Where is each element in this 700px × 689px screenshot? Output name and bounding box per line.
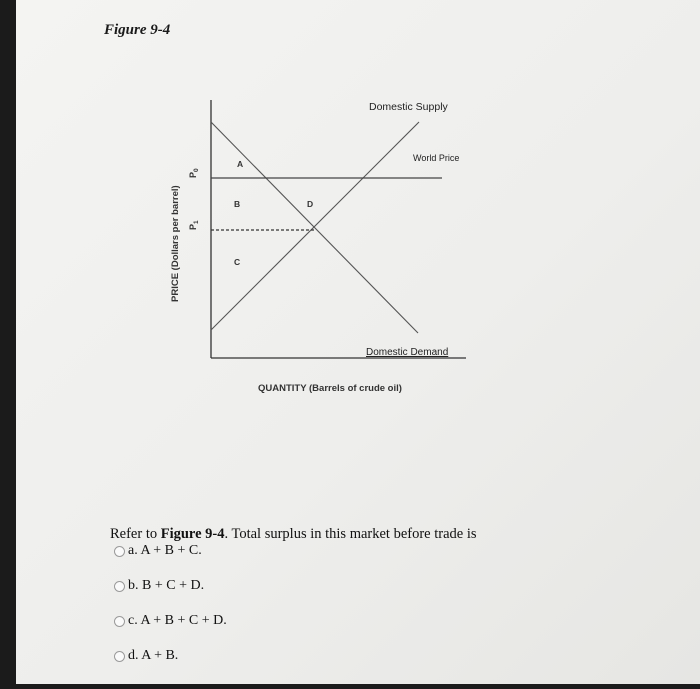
figure-title: Figure 9-4 [104,22,171,38]
question-text: Refer to Figure 9-4. Total surplus in this market before trade is [110,526,477,542]
option-d[interactable] [114,648,178,664]
option-label: b. B + C + D. [128,578,205,593]
region-c-label: C [234,257,241,267]
region-d-label: D [307,199,314,209]
radio-button-icon[interactable] [114,616,125,627]
option-c[interactable] [114,613,227,629]
figure-reference: Figure 9-4 [160,526,225,542]
option-label: a. A + B + C. [128,543,202,558]
option-label: d. A + B. [128,648,179,663]
supply-label: Domestic Supply [369,101,448,113]
page [16,0,700,684]
option-label: c. A + B + C + D. [128,613,227,628]
radio-button-icon[interactable] [114,581,125,592]
radio-button-icon[interactable] [114,546,125,557]
p0-label: $P_0$ [188,168,200,178]
supply-demand-diagram [16,0,700,500]
option-b[interactable] [114,578,204,594]
demand-label: Domestic Demand [366,347,449,358]
world-price-label: World Price [413,153,460,163]
y-axis-label: PRICE (Dollars per barrel) [170,185,181,302]
region-b-label: B [234,199,241,209]
option-a[interactable] [114,543,202,559]
p1-label: $P_1$ [188,220,200,230]
region-a-label: A [237,159,244,169]
radio-button-icon[interactable] [114,651,125,662]
x-axis-label: QUANTITY (Barrels of crude oil) [258,383,402,394]
